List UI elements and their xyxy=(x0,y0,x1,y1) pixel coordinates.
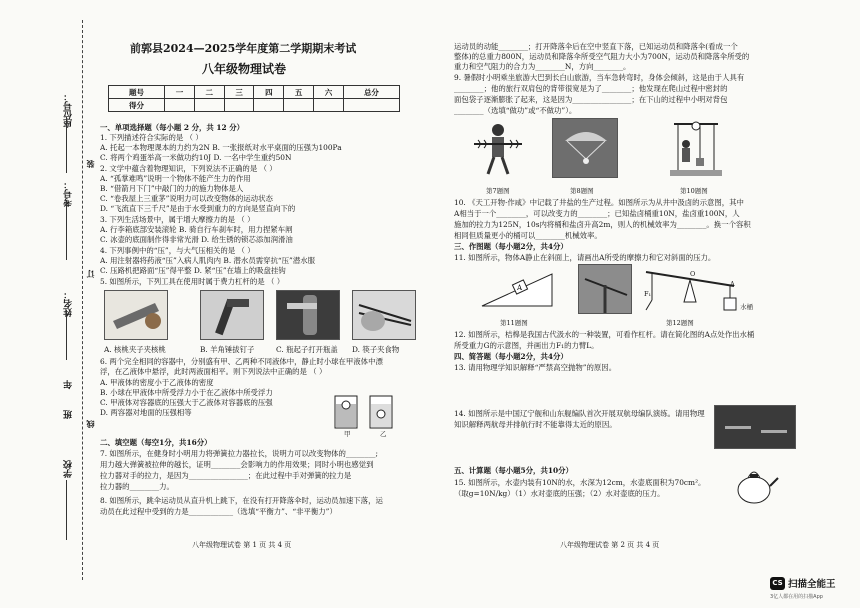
q8-line-2: 动员在此过程中受到的力是____________（选填“平衡力”、“非平衡力”） xyxy=(100,507,337,516)
score-value-row: 得分 xyxy=(109,99,400,112)
q7-line-4: 拉力器的________力。 xyxy=(100,482,174,491)
q2-a: A. “孤掌难鸣”说明一个物体不能产生力的作用 xyxy=(100,174,251,183)
q6-d: D. 两容器对地面的压强相等 xyxy=(100,408,192,417)
q6-stem-1: 6. 两个完全相同的容器中，分别盛有甲、乙两种不同液体中，静止时小球在甲液体中漂 xyxy=(100,357,383,366)
fig12-label-f1: F₁ xyxy=(644,290,652,298)
camscanner-badge: CS xyxy=(770,577,785,590)
fig10-caption: 第10题图 xyxy=(680,187,708,195)
q7-exerciser-figure xyxy=(470,120,526,178)
scanner-app-name: 扫描全能王 xyxy=(788,579,836,590)
q1-cd: C. 将两个鸡蛋举高一米做功约10J D. 一名中学生重约50N xyxy=(100,153,292,162)
section-4-heading: 四、简答题（每小题2分，共4分） xyxy=(454,352,568,361)
bottle-opener-photo xyxy=(276,290,340,340)
q13-stem: 13. 请用物理学知识解释“严禁高空抛物”的原因。 xyxy=(454,363,617,372)
exam-subtitle: 八年级物理试卷 xyxy=(202,62,287,76)
q11-stem: 11. 如图所示，物体A静止在斜面上，请画出A所受的摩擦力和它对斜面的压力。 xyxy=(454,253,716,262)
q6-label-jia: 甲 xyxy=(344,430,351,438)
q2-c: C. “卷我屋上三重茅”说明力可以改变物体的运动状态 xyxy=(100,194,273,203)
fig12-label-bucket: 水桶 xyxy=(740,303,753,311)
section-1-heading: 一、单项选择题（每小题 2 分，共 12 分） xyxy=(100,123,244,132)
q12-line-1: 12. 如图所示，桔槔是我国古代汲水的一种装置，可看作杠杆。请在简化图的A点处作出水桶 xyxy=(454,330,755,339)
school-label: 学校 xyxy=(64,460,74,478)
q4-ab: A. 用注射器将药液“压”入病人肌肉内 B. 潜水员需穿抗“压”潜水服 xyxy=(100,256,316,265)
q9-line-3: 面包袋子逐渐膨胀了起来，这是因为________________；在下山的过程中小明对背包 xyxy=(454,95,728,104)
q9-line-1: 9. 暑假时小明乘坐旅游大巴到长白山旅游，当车急转弯时，身体会倾斜，这是由于人具有 xyxy=(454,73,745,82)
q7-line-1: 7. 如图所示，在健身时小明用力将弹簧拉力器拉长，说明力可以改变物体的________; xyxy=(100,449,378,458)
seal-char-1: 装 xyxy=(85,160,95,168)
q12-well-sweep-photo xyxy=(578,264,632,314)
q9-line-4: ________（选填“做功”或“不做功”）。 xyxy=(454,106,577,115)
q3-ab: A. 行李箱底部安装滚轮 B. 骑自行车刹车时，用力捏紧车闸 xyxy=(100,225,293,234)
page-1 xyxy=(92,0,442,608)
fig12-caption: 第12题图 xyxy=(666,319,694,327)
seal-char-2: 订 xyxy=(85,270,95,278)
q6-a: A. 甲液体的密度小于乙液体的密度 xyxy=(100,378,214,387)
svg-text:A: A xyxy=(517,284,523,292)
q15-line-1: 15. 如图所示，水壶内装有10N的水，水深为12cm，水壶底面积为70cm²。 xyxy=(454,478,706,487)
q6-b: B. 小球在甲液体中所受浮力小于在乙液体中所受浮力 xyxy=(100,388,273,397)
scanner-watermark xyxy=(770,575,855,605)
score-header-row: 题号 一 二 三 四 五 六 总分 xyxy=(109,86,400,99)
q5-option-c: C. 瓶起子打开瓶盖 xyxy=(276,345,338,354)
q8-continue-3: 重力和空气阻力的合力为________N，方向________。 xyxy=(454,62,631,71)
q8-continue-2: 整体)的总重力800N，运动员和降落伞所受空气阻力大小为700N，运动员和降落伞所受的 xyxy=(454,52,750,61)
fig12-label-a: A xyxy=(730,280,735,288)
q3-stem: 3. 下列生活场景中，属于增大摩擦力的是 （ ） xyxy=(100,215,255,224)
grade-label: 年 xyxy=(64,380,74,389)
claw-hammer-photo xyxy=(200,290,264,340)
section-3-heading: 三、作图题（每小题2分，共4分） xyxy=(454,242,568,251)
q7-line-2: 用力越大弹簧被拉伸的越长，证明________会影响力的作用效果；同时小明也感觉到 xyxy=(100,460,374,469)
section-5-heading: 五、计算题（每小题5分，共10分） xyxy=(454,466,573,475)
q1-stem: 1. 下列描述符合实际的是 （ ） xyxy=(100,133,203,142)
q10-line-4: 相同但质量更小的桶可以________机械效率。 xyxy=(454,231,602,240)
q14-carrier-photo xyxy=(714,405,796,449)
fig8-caption: 第8题图 xyxy=(570,187,594,195)
binding-margin xyxy=(0,0,95,608)
q9-line-2: ________；他的旅行双肩包的背带很宽是为了________；他发现在爬山过程中密封的 xyxy=(454,84,728,93)
q2-stem: 2. 文学中蕴含着物理知识，下列说法不正确的是 （ ） xyxy=(100,164,277,173)
fig12-label-o: O xyxy=(690,270,696,278)
page-2-footer: 八年级物理试卷 第 2 页 共 4 页 xyxy=(560,541,660,549)
q4-stem: 4. 下列事例中的“压”，与大气压相关的是 （ ） xyxy=(100,246,255,255)
section-2-heading: 二、填空题（每空1分，共16分） xyxy=(100,438,212,447)
q6-label-yi: 乙 xyxy=(380,430,387,438)
q6-container-figure xyxy=(330,390,400,440)
q7-line-3: 拉力器对手的拉力，是因为________________；在此过程中手对弹簧的拉力是 xyxy=(100,471,352,480)
exam-no-label: 考号： xyxy=(64,180,74,207)
fig11-caption: 第11题图 xyxy=(500,319,528,327)
nutcracker-photo xyxy=(104,290,168,340)
page-2 xyxy=(448,0,853,608)
q5-option-b: B. 羊角锤拔钉子 xyxy=(200,345,255,354)
q6-stem-2: 浮，在乙液体中悬浮，此时两液面相平。则下列说法中正确的是 （ ） xyxy=(100,367,327,376)
q10-line-3: 施加的拉力为125N，10s内将桶和盐卤升高2m，则人的机械效率为________。换一个容积 xyxy=(454,220,751,229)
q2-b: B. “借箭月下门”中敲门的力的施力物体是人 xyxy=(100,184,244,193)
q15-line-2: （取g=10N/kg）（1）水对壶底的压强；（2）水对壶底的压力。 xyxy=(454,489,665,498)
q1-ab: A. 托起一本物理课本的力约为2N B. 一张报纸对水平桌面的压强为100Pa xyxy=(100,143,342,152)
page-1-footer: 八年级物理试卷 第 1 页 共 4 页 xyxy=(192,541,292,549)
q10-line-1: 10. 《天工开物·作咸》中记载了井盐的生产过程。如图所示为从井中汲卤的示意图，其中 xyxy=(454,198,744,207)
chopsticks-photo xyxy=(352,290,416,340)
q2-d: D. “飞流直下三千尺”是由于水受到重力的方向是竖直向下的 xyxy=(100,204,296,213)
scanner-tagline: 3亿人都在用的扫描App xyxy=(770,594,823,600)
q12-line-2: 所受重力G的示意图，并画出力F₁的力臂L。 xyxy=(454,341,599,350)
q14-line-2: 知识解释两航母并排航行时不能靠得太近的原因。 xyxy=(454,420,617,429)
score-table xyxy=(108,85,400,112)
q8-line-1: 8. 如图所示，跳伞运动员从直升机上跳下，在没有打开降落伞时，运动员加速下落，运 xyxy=(100,496,383,505)
q8-skydiver-photo xyxy=(552,118,618,178)
q5-option-a: A. 核桃夹子夹核桃 xyxy=(104,345,166,354)
q6-c: C. 甲液体对容器底的压强大于乙液体对容器底的压强 xyxy=(100,398,273,407)
seal-char-3: 线 xyxy=(85,420,95,428)
seat-label: 座位号： xyxy=(64,92,74,128)
q14-line-1: 14. 如图所示是中国辽宁舰和山东舰编队首次开展双航母编队演练。请用物理 xyxy=(454,409,705,418)
q5-option-d: D. 筷子夹食物 xyxy=(352,345,400,354)
fold-line xyxy=(82,20,83,580)
q10-line-2: A相当于一个________，可以改变力的________；已知盐卤桶重10N，盐卤重100N，人 xyxy=(454,209,740,218)
q4-cd: C. 压路机把路面“压”得平整 D. 紧“压”在墙上的吸盘挂钩 xyxy=(100,266,286,275)
q10-well-figure xyxy=(666,118,726,178)
name-label: 姓名： xyxy=(64,290,74,317)
exam-title: 前郭县2024—2025学年度第二学期期末考试 xyxy=(130,42,357,55)
class-label: 班 xyxy=(64,410,74,419)
q8-continue-1: 运动员的动能________；打开降落伞后在空中竖直下落，已知运动员和降落伞(看成一个 xyxy=(454,42,738,51)
q3-cd: C. 冰壶的底面制作得非常光滑 D. 给生锈的锁芯添加润滑油 xyxy=(100,235,293,244)
fig7-caption: 第7题图 xyxy=(486,187,510,195)
q15-kettle-figure xyxy=(732,462,780,506)
q11-incline-figure xyxy=(478,266,558,312)
q5-stem: 5. 如图所示，下列工具在使用时属于费力杠杆的是 （ ） xyxy=(100,277,285,286)
